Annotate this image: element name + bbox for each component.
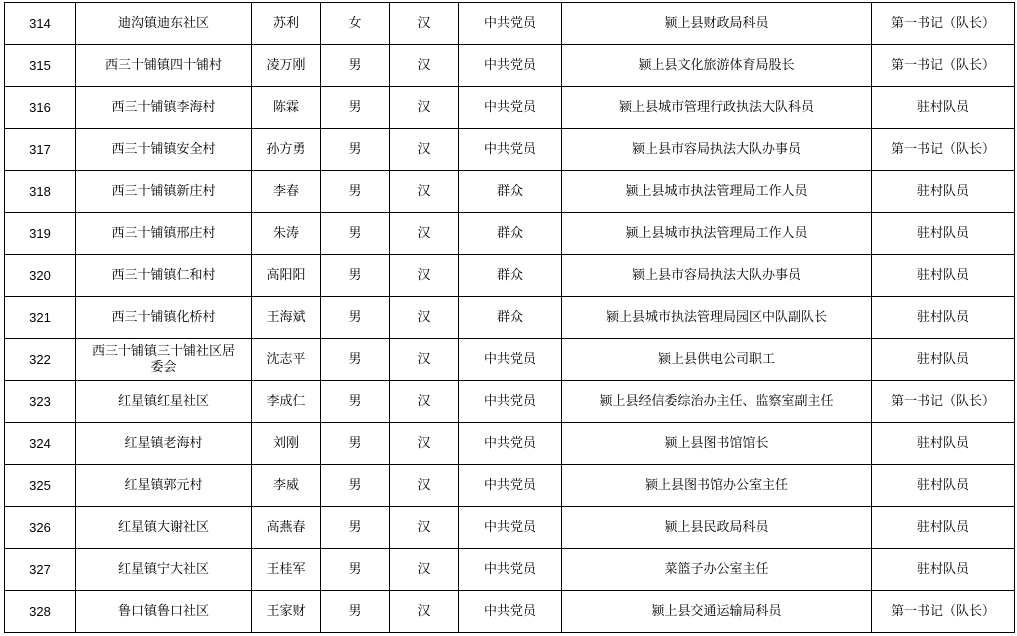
cell-political-status: 中共党员 xyxy=(459,465,562,507)
cell-village: 红星镇红星社区 xyxy=(76,381,252,423)
cell-gender: 男 xyxy=(321,45,390,87)
cell-gender: 男 xyxy=(321,255,390,297)
table-row xyxy=(5,297,1015,339)
cell-village: 西三十铺镇三十铺社区居委会 xyxy=(76,339,252,381)
cell-role: 第一书记（队长） xyxy=(872,129,1015,171)
cell-unit-position: 颍上县文化旅游体育局股长 xyxy=(562,45,872,87)
cell-political-status: 中共党员 xyxy=(459,129,562,171)
cell-role: 驻村队员 xyxy=(872,549,1015,591)
table-row xyxy=(5,87,1015,129)
cell-ethnicity: 汉 xyxy=(390,339,459,381)
cell-village: 西三十铺镇仁和村 xyxy=(76,255,252,297)
cell-role: 第一书记（队长） xyxy=(872,3,1015,45)
cell-political-status: 中共党员 xyxy=(459,507,562,549)
cell-number: 321 xyxy=(5,297,76,339)
cell-gender: 男 xyxy=(321,507,390,549)
cell-village: 红星镇宁大社区 xyxy=(76,549,252,591)
cell-gender: 女 xyxy=(321,3,390,45)
cell-political-status: 群众 xyxy=(459,297,562,339)
cell-ethnicity: 汉 xyxy=(390,591,459,633)
cell-village: 西三十铺镇四十铺村 xyxy=(76,45,252,87)
cell-village: 红星镇老海村 xyxy=(76,423,252,465)
cell-village: 西三十铺镇李海村 xyxy=(76,87,252,129)
cell-unit-position: 颍上县城市管理行政执法大队科员 xyxy=(562,87,872,129)
cell-ethnicity: 汉 xyxy=(390,549,459,591)
cell-role: 第一书记（队长） xyxy=(872,591,1015,633)
cell-name: 李成仁 xyxy=(252,381,321,423)
cell-political-status: 中共党员 xyxy=(459,423,562,465)
cell-unit-position: 颍上县城市执法管理局园区中队副队长 xyxy=(562,297,872,339)
cell-role: 第一书记（队长） xyxy=(872,381,1015,423)
table-row xyxy=(5,423,1015,465)
cell-number: 320 xyxy=(5,255,76,297)
cell-political-status: 群众 xyxy=(459,255,562,297)
cell-political-status: 中共党员 xyxy=(459,549,562,591)
cell-name: 高燕春 xyxy=(252,507,321,549)
cell-number: 318 xyxy=(5,171,76,213)
cell-name: 凌万刚 xyxy=(252,45,321,87)
table-row xyxy=(5,381,1015,423)
cell-political-status: 中共党员 xyxy=(459,3,562,45)
cell-number: 322 xyxy=(5,339,76,381)
table-row xyxy=(5,255,1015,297)
table-row xyxy=(5,3,1015,45)
cell-gender: 男 xyxy=(321,465,390,507)
cell-unit-position: 颍上县供电公司职工 xyxy=(562,339,872,381)
cell-ethnicity: 汉 xyxy=(390,87,459,129)
cell-village: 西三十铺镇安全村 xyxy=(76,129,252,171)
cell-ethnicity: 汉 xyxy=(390,381,459,423)
cell-role: 驻村队员 xyxy=(872,213,1015,255)
cell-number: 325 xyxy=(5,465,76,507)
cell-political-status: 中共党员 xyxy=(459,87,562,129)
cell-gender: 男 xyxy=(321,591,390,633)
cell-number: 323 xyxy=(5,381,76,423)
cell-name: 李春 xyxy=(252,171,321,213)
table-row xyxy=(5,45,1015,87)
roster-table xyxy=(4,2,1015,633)
cell-ethnicity: 汉 xyxy=(390,129,459,171)
cell-number: 324 xyxy=(5,423,76,465)
cell-political-status: 中共党员 xyxy=(459,381,562,423)
cell-village: 西三十铺镇化桥村 xyxy=(76,297,252,339)
cell-role: 驻村队员 xyxy=(872,171,1015,213)
cell-unit-position: 颍上县市容局执法大队办事员 xyxy=(562,255,872,297)
cell-village: 鲁口镇鲁口社区 xyxy=(76,591,252,633)
cell-name: 沈志平 xyxy=(252,339,321,381)
cell-gender: 男 xyxy=(321,423,390,465)
cell-name: 陈霖 xyxy=(252,87,321,129)
cell-name: 李威 xyxy=(252,465,321,507)
roster-body xyxy=(5,3,1015,633)
cell-unit-position: 颍上县交通运输局科员 xyxy=(562,591,872,633)
table-row xyxy=(5,129,1015,171)
cell-political-status: 群众 xyxy=(459,213,562,255)
cell-ethnicity: 汉 xyxy=(390,171,459,213)
cell-unit-position: 颍上县市容局执法大队办事员 xyxy=(562,129,872,171)
cell-role: 驻村队员 xyxy=(872,297,1015,339)
table-row xyxy=(5,507,1015,549)
cell-ethnicity: 汉 xyxy=(390,465,459,507)
cell-village: 迪沟镇迪东社区 xyxy=(76,3,252,45)
cell-number: 317 xyxy=(5,129,76,171)
cell-ethnicity: 汉 xyxy=(390,213,459,255)
cell-ethnicity: 汉 xyxy=(390,255,459,297)
cell-name: 刘刚 xyxy=(252,423,321,465)
table-row xyxy=(5,465,1015,507)
cell-name: 苏利 xyxy=(252,3,321,45)
cell-role: 驻村队员 xyxy=(872,255,1015,297)
cell-gender: 男 xyxy=(321,297,390,339)
cell-unit-position: 菜篮子办公室主任 xyxy=(562,549,872,591)
cell-role: 第一书记（队长） xyxy=(872,45,1015,87)
cell-name: 王海斌 xyxy=(252,297,321,339)
cell-political-status: 中共党员 xyxy=(459,339,562,381)
table-row xyxy=(5,171,1015,213)
cell-name: 高阳阳 xyxy=(252,255,321,297)
cell-gender: 男 xyxy=(321,171,390,213)
cell-ethnicity: 汉 xyxy=(390,423,459,465)
cell-political-status: 中共党员 xyxy=(459,45,562,87)
cell-unit-position: 颍上县经信委综治办主任、监察室副主任 xyxy=(562,381,872,423)
cell-role: 驻村队员 xyxy=(872,87,1015,129)
cell-gender: 男 xyxy=(321,129,390,171)
cell-ethnicity: 汉 xyxy=(390,297,459,339)
cell-name: 朱涛 xyxy=(252,213,321,255)
cell-name: 孙方勇 xyxy=(252,129,321,171)
cell-ethnicity: 汉 xyxy=(390,507,459,549)
cell-village: 西三十铺镇新庄村 xyxy=(76,171,252,213)
cell-gender: 男 xyxy=(321,213,390,255)
cell-unit-position: 颍上县民政局科员 xyxy=(562,507,872,549)
cell-village: 西三十铺镇邢庄村 xyxy=(76,213,252,255)
cell-unit-position: 颍上县财政局科员 xyxy=(562,3,872,45)
cell-name: 王家财 xyxy=(252,591,321,633)
cell-number: 327 xyxy=(5,549,76,591)
cell-gender: 男 xyxy=(321,549,390,591)
cell-number: 319 xyxy=(5,213,76,255)
cell-number: 314 xyxy=(5,3,76,45)
cell-gender: 男 xyxy=(321,381,390,423)
cell-ethnicity: 汉 xyxy=(390,3,459,45)
cell-role: 驻村队员 xyxy=(872,465,1015,507)
cell-number: 326 xyxy=(5,507,76,549)
cell-unit-position: 颍上县城市执法管理局工作人员 xyxy=(562,171,872,213)
table-row xyxy=(5,213,1015,255)
cell-number: 316 xyxy=(5,87,76,129)
cell-role: 驻村队员 xyxy=(872,339,1015,381)
cell-village: 红星镇郭元村 xyxy=(76,465,252,507)
table-row xyxy=(5,549,1015,591)
cell-gender: 男 xyxy=(321,339,390,381)
cell-number: 328 xyxy=(5,591,76,633)
table-row xyxy=(5,339,1015,381)
cell-name: 王桂军 xyxy=(252,549,321,591)
cell-ethnicity: 汉 xyxy=(390,45,459,87)
cell-gender: 男 xyxy=(321,87,390,129)
cell-number: 315 xyxy=(5,45,76,87)
table-row xyxy=(5,591,1015,633)
cell-unit-position: 颍上县图书馆馆长 xyxy=(562,423,872,465)
cell-role: 驻村队员 xyxy=(872,507,1015,549)
cell-political-status: 中共党员 xyxy=(459,591,562,633)
cell-political-status: 群众 xyxy=(459,171,562,213)
cell-role: 驻村队员 xyxy=(872,423,1015,465)
cell-village: 红星镇大谢社区 xyxy=(76,507,252,549)
cell-unit-position: 颍上县图书馆办公室主任 xyxy=(562,465,872,507)
cell-unit-position: 颍上县城市执法管理局工作人员 xyxy=(562,213,872,255)
